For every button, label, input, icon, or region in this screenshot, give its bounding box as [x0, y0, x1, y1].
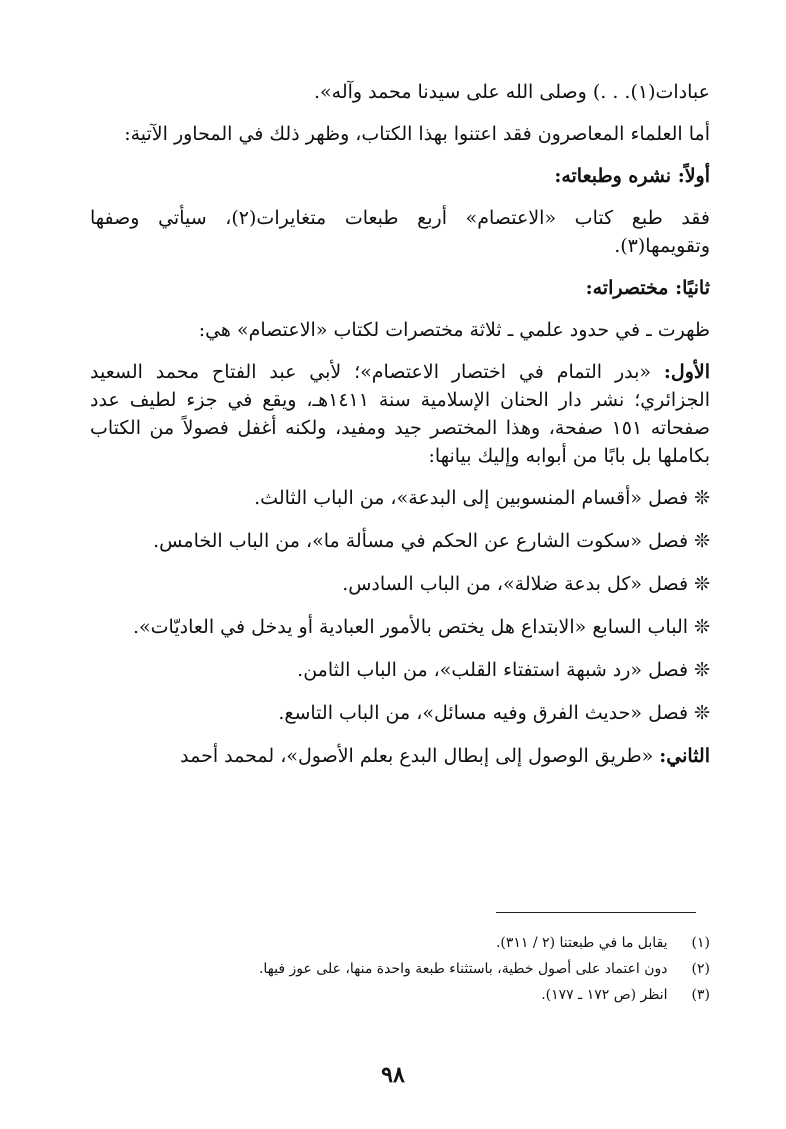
footnote-divider — [496, 912, 696, 913]
footnote-text: يقابل ما في طبعتنا (٢ / ٣١١). — [495, 935, 668, 951]
list-item: ❊ فصل «كل بدعة ضلالة»، من الباب السادس. — [342, 573, 710, 595]
list-item: ❊ فصل «حديث الفرق وفيه مسائل»، من الباب التاسع. — [278, 702, 710, 724]
list-item: ❊ فصل «رد شبهة استفتاء القلب»، من الباب الثامن. — [297, 659, 710, 681]
footnote — [90, 982, 710, 1008]
section-heading-abridgements: ثانيًا: مختصراته: — [585, 277, 710, 299]
first-abridgement-text: «بدر التمام في اختصار الاعتصام»؛ لأبي عبد الفتاح محمد السعيد الجزائري؛ نشر دار الحنان الإسلامية سنة ١٤١١هـ، ويقع في جزء لطيف عدد صفحاته ١٥١ صفحة، وهذا المختصر جيد ومفيد، ولكنه أغفل فصولاً من الكتاب بكاملها بل بابًا من أبوابه وإليك بيانها: — [90, 361, 711, 467]
list-item: ❊ الباب السابع «الابتداع هل يختص بالأمور العبادية أو يدخل في العاديّات». — [132, 616, 710, 638]
first-label: الأول: — [663, 361, 710, 383]
footnotes — [90, 930, 710, 1008]
omitted-chapters-list — [90, 484, 710, 727]
paragraph-first-abridgement — [90, 358, 710, 470]
footnote-number: (١) — [691, 935, 710, 951]
footnote-number: (٢) — [691, 961, 710, 977]
section-heading-publication: أولاً: نشره وطبعاته: — [554, 165, 710, 187]
footnote-text: انظر (ص ١٧٢ ـ ١٧٧). — [541, 987, 668, 1003]
second-abridgement-text: «طريق الوصول إلى إبطال البدع بعلم الأصول»، لمحمد أحمد — [180, 745, 654, 767]
footnote-number: (٣) — [691, 987, 710, 1003]
footnote-text: دون اعتماد على أصول خطية، باستثناء طبعة واحدة منها، على عوز فيها. — [258, 961, 668, 977]
paragraph-continuation: عبادات(١). . .) وصلى الله على سيدنا محمد وآله». — [313, 81, 710, 103]
second-label: الثاني: — [659, 745, 710, 767]
footnote — [90, 956, 710, 982]
page-body — [90, 78, 710, 784]
paragraph-second-abridgement — [90, 742, 710, 770]
list-item: ❊ فصل «سكوت الشارع عن الحكم في مسألة ما»، من الباب الخامس. — [153, 530, 710, 552]
paragraph-abridgements-intro: ظهرت ـ في حدود علمي ـ ثلاثة مختصرات لكتاب «الاعتصام» هي: — [198, 319, 710, 341]
page-number: ٩٨ — [381, 1062, 405, 1088]
paragraph-editions: فقد طبع كتاب «الاعتصام» أربع طبعات متغايرات(٢)، سيأتي وصفها وتقويمها(٣). — [90, 207, 710, 257]
list-item: ❊ فصل «أقسام المنسوبين إلى البدعة»، من الباب الثالث. — [254, 487, 710, 509]
paragraph-intro: أما العلماء المعاصرون فقد اعتنوا بهذا الكتاب، وظهر ذلك في المحاور الآتية: — [124, 123, 710, 145]
footnote — [90, 930, 710, 956]
